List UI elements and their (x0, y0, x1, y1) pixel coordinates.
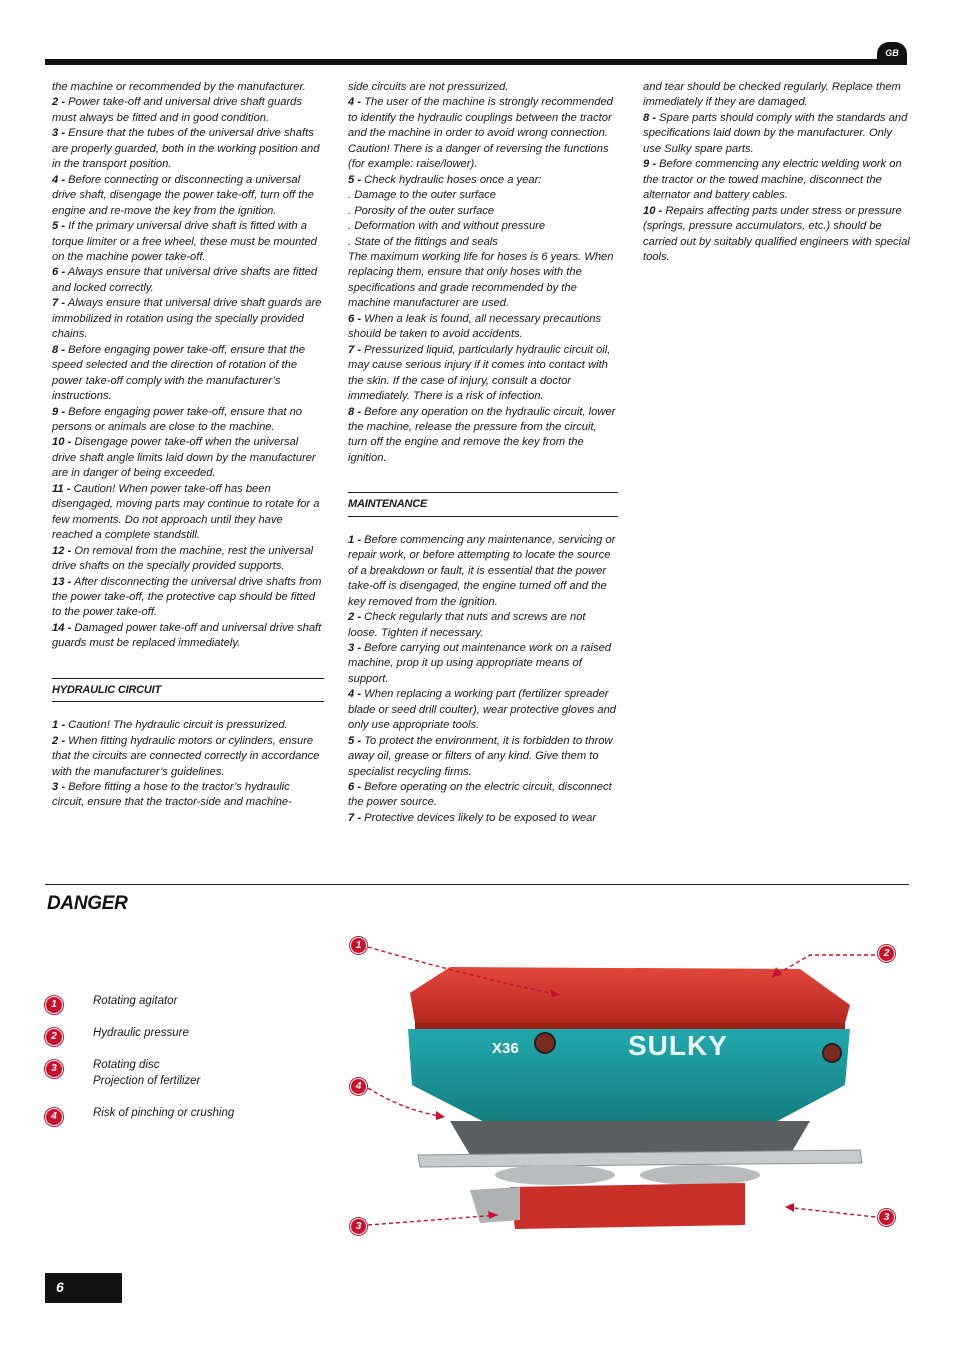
instruction-item (52, 405, 324, 436)
instruction-item (643, 204, 911, 266)
legend-text (93, 994, 177, 1010)
item-text: Check regularly that nuts and screws are not loose. Tighten if necessary. (348, 611, 586, 639)
instruction-item (348, 188, 618, 203)
item-number: 8 - (348, 405, 362, 418)
legend-badge: 2 (45, 1028, 63, 1046)
item-text: side circuits are not pressurized. (348, 81, 509, 93)
instruction-item (52, 734, 324, 780)
item-text: Repairs affecting parts under stress or pressure (springs, pressure accumulators, etc.) should be carried out by suitably qualified engineers with special tools. (643, 204, 910, 263)
item-number: 9 - (643, 158, 657, 171)
section-heading-hydraulic: HYDRAULIC CIRCUIT (52, 678, 324, 702)
item-text: Pressurized liquid, particularly hydraulic circuit oil, may cause serious injury if it comes into contact with the skin. If the case of injury, consult a doctor immediately. There is a risk of infection. (348, 343, 611, 403)
figure-callout-1 (350, 937, 367, 954)
instruction-item (348, 610, 618, 641)
legend-item (45, 1026, 325, 1058)
item-text: Power take-off and universal drive shaft guards must always be fitted and in good condition. (52, 96, 302, 124)
item-number: 10 - (52, 436, 72, 449)
spreader-illustration (340, 925, 910, 1255)
item-text: . Porosity of the outer surface (348, 204, 495, 217)
item-text: Spare parts should comply with the standards and specifications laid down by the manufacturer. Only use Sulky spare parts. (643, 111, 908, 155)
item-text: Before operating on the electric circuit, disconnect the power source. (348, 781, 612, 809)
item-text: Caution! When power take-off has been disengaged, moving parts may continue to rotate for a few moments. Do not approach until they have reached a complete standstill. (52, 482, 320, 542)
instruction-item (348, 219, 618, 234)
item-number: 3 - (52, 127, 66, 140)
item-number: 11 - (52, 482, 71, 495)
instruction-item (52, 80, 324, 95)
legend-item (45, 1058, 325, 1106)
instruction-item (348, 95, 618, 172)
column-1 (52, 80, 324, 811)
item-number: 6 - (348, 312, 362, 325)
instruction-item (52, 95, 324, 126)
legend-badge: 3 (45, 1060, 63, 1078)
instruction-item (643, 157, 911, 203)
legend-line: Rotating agitator (93, 995, 178, 1007)
item-text: On removal from the machine, rest the universal drive shafts on the specially provided supports. (52, 544, 314, 573)
item-number: 2 - (348, 611, 362, 624)
instruction-item (348, 80, 618, 95)
item-text: Protective devices likely to be exposed to wear (364, 811, 597, 824)
item-text: Disengage power take-off when the universal drive shaft angle limits laid down by the manufacturer are in danger of being exceeded. (52, 436, 316, 480)
column-3 (643, 80, 911, 265)
callout-number: 4 (355, 1081, 362, 1092)
legend-text (93, 1058, 200, 1089)
item-text: Before commencing any electric welding work on the tractor or the towed machine, disconnect the alternator and battery cables. (643, 158, 902, 202)
maintenance-instructions-continued (643, 80, 911, 265)
item-text: Before commencing any maintenance, servicing or repair work, or before attempting to locate the source of a breakdown or fault, it is essential that the power take-off is disengaged, the engine turned off and the key removed from the ignition. (348, 533, 616, 608)
callout-number: 3 (355, 1221, 362, 1232)
legend-line: Rotating disc (93, 1059, 160, 1071)
item-number: 5 - (52, 220, 66, 233)
item-text: Before engaging power take-off, ensure that the speed selected and the direction of rotation of the power take-off comply with the manufacturer’s instructions. (52, 343, 306, 403)
instruction-item (52, 219, 324, 265)
item-number: 5 - (348, 734, 362, 747)
item-text: Always ensure that universal drive shafts are fitted and locked correctly. (52, 266, 318, 294)
instruction-item (643, 111, 911, 157)
ptoshaft-instructions (52, 80, 324, 652)
item-number: 6 - (52, 266, 66, 279)
item-text: . Damage to the outer surface (348, 189, 497, 202)
item-number: 1 - (348, 533, 362, 546)
instruction-item (643, 80, 911, 111)
rear-light-right (823, 1044, 841, 1062)
item-number: 1 - (52, 719, 66, 732)
item-text: When replacing a working part (fertilizer spreader blade or seed drill coulter), wear protective gloves and only use appropriate tools. (348, 688, 617, 732)
item-text: Before connecting or disconnecting a universal drive shaft, disengage the power take-off, turn off the engine and re-move the key from the ignition. (52, 173, 314, 217)
item-text: Before engaging power take-off, ensure that no persons or animals are close to the machine. (52, 405, 303, 433)
instruction-item (52, 296, 324, 342)
item-text: To protect the environment, it is forbidden to throw away oil, grease or filters of any kind. Give them to specialist recycling firms. (348, 734, 613, 778)
instruction-item (348, 734, 618, 780)
legend-item (45, 994, 325, 1026)
instruction-item (348, 811, 618, 826)
item-number: 7 - (348, 811, 362, 824)
legend-line: Risk of pinching or crushing (93, 1107, 235, 1119)
language-badge (877, 42, 907, 64)
spreader-figure (340, 925, 910, 1255)
maintenance-instructions (348, 533, 618, 827)
item-number: 13 - (52, 575, 72, 588)
item-text: Before fitting a hose to the tractor’s hydraulic circuit, ensure that the tractor-side and machine- (52, 781, 292, 809)
language-code: GB (885, 48, 899, 58)
instruction-item (52, 780, 324, 811)
item-number: 2 - (52, 734, 66, 747)
item-number: 3 - (348, 641, 362, 654)
item-number: 12 - (52, 544, 72, 557)
figure-callout-3-right (878, 1209, 895, 1226)
instruction-item (52, 544, 324, 575)
item-text: After disconnecting the universal drive shafts from the power take-off, the protective cap should be fitted to the power take-off. (52, 575, 322, 619)
item-number: 2 - (52, 96, 66, 109)
instruction-item (52, 265, 324, 296)
item-number: 8 - (52, 343, 66, 356)
item-text: Damaged power take-off and universal drive shaft guards must be replaced immediately. (52, 621, 322, 650)
column-2 (348, 80, 618, 826)
item-text: The user of the machine is strongly recommended to identify the hydraulic couplings between the tractor and the machine in order to avoid wrong connection. Caution! There is a danger of reversing the functions (for example: raise/lower). (348, 96, 613, 171)
item-number: 6 - (348, 781, 362, 794)
item-text: . Deformation with and without pressure (348, 220, 546, 233)
side-panel (470, 1187, 520, 1223)
item-number: 4 - (52, 173, 66, 186)
hydraulic-instructions-continued (348, 80, 618, 466)
item-text: Ensure that the tubes of the universal drive shafts are properly guarded, both in the working position and in the transport position. (52, 127, 320, 171)
item-number: 14 - (52, 621, 72, 634)
instruction-item (348, 235, 618, 250)
item-text: Always ensure that universal drive shaft guards are immobilized in rotation using the specially provided chains. (52, 297, 322, 341)
item-text: Caution! The hydraulic circuit is pressurized. (68, 719, 288, 732)
hopper-lid (410, 967, 850, 1023)
item-text: If the primary universal drive shaft is fitted with a torque limiter or a free wheel, these must be mounted on the machine power take-off. (52, 220, 317, 263)
instruction-item (348, 173, 618, 188)
instruction-item (348, 780, 618, 811)
page-number: 6 (56, 1279, 64, 1295)
item-number: 7 - (348, 343, 362, 356)
spreading-disc-right (640, 1165, 760, 1185)
figure-callout-2 (878, 945, 895, 962)
item-text: When fitting hydraulic motors or cylinders, ensure that the circuits are connected correctly in accordance with the manufacturer’s guidelines. (52, 734, 320, 778)
instruction-item (348, 687, 618, 733)
instruction-item (52, 173, 324, 219)
instruction-item (52, 482, 324, 544)
figure-callout-4 (350, 1078, 367, 1095)
legend-text (93, 1106, 234, 1122)
mechanism (450, 1121, 810, 1155)
item-text: The maximum working life for hoses is 6 years. When replacing them, ensure that only hoses with the specifications and grade recommended by the machine manufacturer are used. (348, 250, 614, 310)
callout-number: 1 (355, 940, 362, 951)
danger-title: DANGER (47, 893, 128, 914)
item-number: 8 - (643, 111, 657, 124)
item-number: 3 - (52, 781, 66, 794)
item-text: Before any operation on the hydraulic circuit, lower the machine, release the pressure from the circuit, turn off the engine and remove the key from the ignition. (348, 405, 616, 464)
item-text: Check hydraulic hoses once a year: (364, 173, 542, 186)
item-text: the machine or recommended by the manufacturer. (52, 81, 306, 93)
page-number-box (45, 1273, 122, 1303)
rear-light-left (535, 1033, 555, 1053)
legend-item (45, 1106, 325, 1138)
instruction-item (52, 126, 324, 172)
instruction-item (348, 312, 618, 343)
instruction-item (52, 718, 324, 733)
legend-badge: 1 (45, 996, 63, 1014)
item-text: Before carrying out maintenance work on a raised machine, prop it up using appropriate means of support. (348, 641, 612, 685)
instruction-item (348, 343, 618, 405)
figure-callout-3-left (350, 1218, 367, 1235)
danger-legend (45, 994, 325, 1138)
instruction-item (52, 621, 324, 652)
section-divider (45, 884, 909, 885)
instruction-item (348, 641, 618, 687)
brand-label: SULKY (628, 1030, 728, 1061)
instruction-item (52, 435, 324, 481)
item-text: When a leak is found, all necessary precautions should be taken to avoid accidents. (348, 312, 602, 341)
callout-number: 2 (883, 948, 890, 959)
instruction-item (348, 250, 618, 312)
frame (510, 1183, 745, 1229)
item-number: 7 - (52, 297, 66, 310)
item-number: 5 - (348, 173, 362, 186)
legend-line: Hydraulic pressure (93, 1027, 189, 1039)
item-number: 4 - (348, 688, 362, 701)
instruction-item (52, 575, 324, 621)
item-number: 9 - (52, 405, 66, 418)
model-label: X36 (492, 1040, 519, 1057)
legend-badge: 4 (45, 1108, 63, 1126)
legend-line: Projection of fertilizer (93, 1074, 201, 1087)
legend-text (93, 1026, 189, 1042)
instruction-item (52, 343, 324, 405)
item-text: . State of the fittings and seals (348, 235, 498, 248)
spreading-disc-left (495, 1165, 615, 1185)
callout-number: 3 (883, 1212, 890, 1223)
lid-rim (415, 1023, 845, 1029)
header-rule (45, 59, 907, 65)
instruction-item (348, 405, 618, 467)
item-text: and tear should be checked regularly. Replace them immediately if they are damaged. (643, 81, 901, 109)
hydraulic-instructions (52, 718, 324, 811)
item-number: 10 - (643, 204, 663, 217)
item-number: 4 - (348, 96, 362, 109)
instruction-item (348, 533, 618, 610)
instruction-item (348, 204, 618, 219)
section-heading-maintenance: MAINTENANCE (348, 492, 618, 516)
